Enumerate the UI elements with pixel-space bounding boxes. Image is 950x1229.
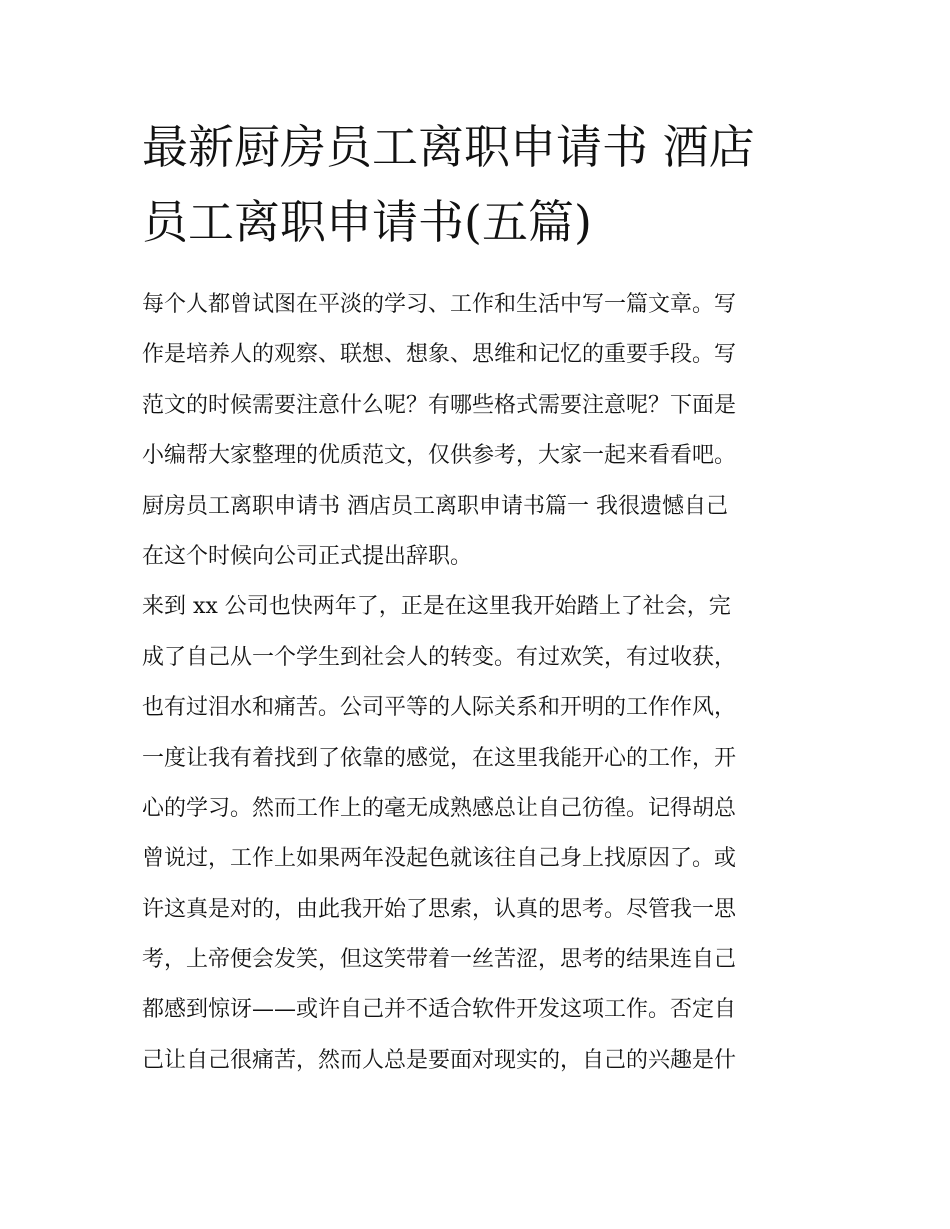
body-line: 来到 xx 公司也快两年了，正是在这里我开始踏上了社会，完 bbox=[142, 594, 731, 620]
title-line: 员工离职申请书(五篇) bbox=[142, 195, 592, 249]
document-body bbox=[142, 280, 812, 1086]
body-line: 作是培养人的观察、联想、想象、思维和记忆的重要手段。写 bbox=[142, 342, 737, 368]
document-title bbox=[142, 110, 812, 260]
body-line: 曾说过，工作上如果两年没起色就该往自己身上找原因了。或 bbox=[142, 846, 737, 872]
body-line: 成了自己从一个学生到社会人的转变。有过欢笑，有过收获， bbox=[142, 644, 737, 670]
body-line: 考，上帝便会发笑，但这笑带着一丝苦涩，思考的结果连自己 bbox=[142, 947, 737, 973]
body-line: 范文的时候需要注意什么呢？有哪些格式需要注意呢？下面是 bbox=[142, 392, 737, 418]
body-line: 许这真是对的，由此我开始了思索，认真的思考。尽管我一思 bbox=[142, 896, 737, 922]
body-line: 都感到惊讶——或许自己并不适合软件开发这项工作。否定自 bbox=[142, 997, 737, 1023]
body-line: 每个人都曾试图在平淡的学习、工作和生活中写一篇文章。写 bbox=[142, 292, 737, 317]
body-line: 己让自己很痛苦，然而人总是要面对现实的，自己的兴趣是什 bbox=[142, 1047, 737, 1073]
body-line: 一度让我有着找到了依靠的感觉，在这里我能开心的工作，开 bbox=[142, 745, 737, 771]
document-content bbox=[142, 110, 812, 1086]
body-line: 在这个时候向公司正式提出辞职。 bbox=[142, 543, 473, 569]
body-line: 也有过泪水和痛苦。公司平等的人际关系和开明的工作作风， bbox=[142, 695, 737, 721]
title-line: 最新厨房员工离职申请书 酒店 bbox=[142, 120, 755, 174]
body-line: 厨房员工离职申请书 酒店员工离职申请书篇一 我很遗憾自己 bbox=[142, 493, 728, 519]
body-line: 小编帮大家整理的优质范文，仅供参考，大家一起来看看吧。 bbox=[142, 443, 737, 469]
body-line: 心的学习。然而工作上的毫无成熟感总让自己彷徨。记得胡总 bbox=[142, 795, 737, 821]
